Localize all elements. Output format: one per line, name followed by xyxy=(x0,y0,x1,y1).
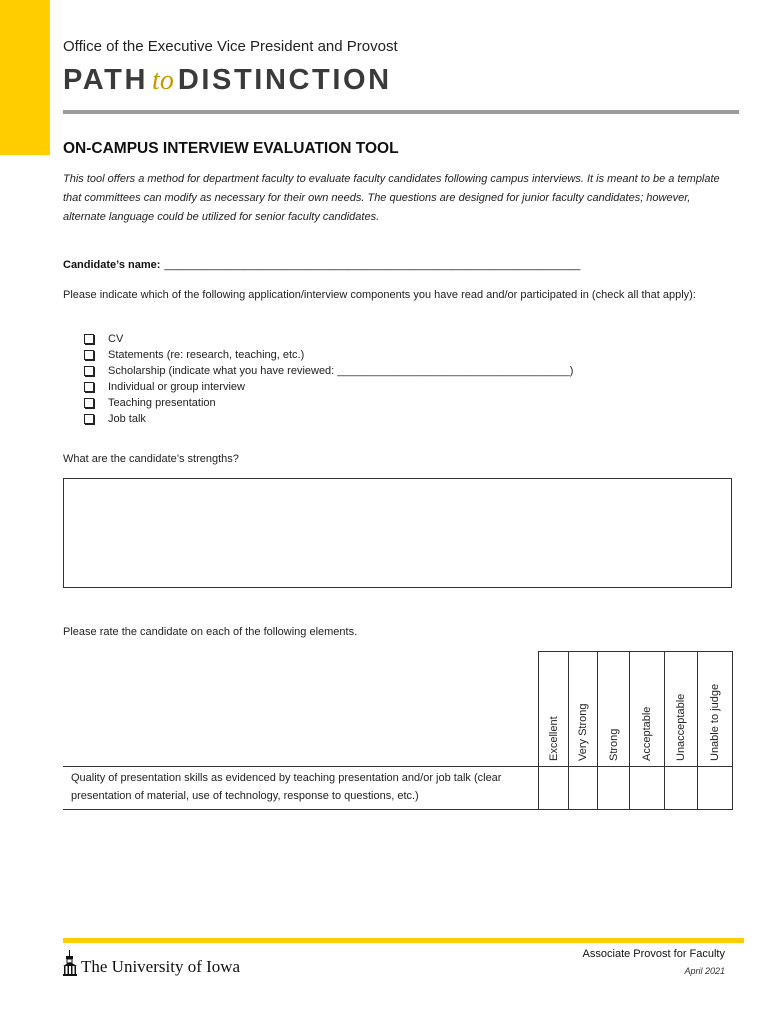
brand-part2: DISTINCTION xyxy=(177,64,392,96)
brand-part1: PATH xyxy=(63,64,149,96)
checkbox[interactable] xyxy=(84,382,94,392)
footer-office xyxy=(520,948,725,976)
column-header-strong xyxy=(597,651,629,766)
checkbox[interactable] xyxy=(84,334,94,344)
row-bottom-border xyxy=(63,809,733,810)
checklist-label: Scholarship (indicate what you have reviewed: ______________________________________) xyxy=(108,365,574,377)
rating-table xyxy=(63,651,733,810)
checklist-item-scholarship[interactable] xyxy=(84,363,573,379)
checklist-label: Teaching presentation xyxy=(108,397,216,409)
rating-cell-unacceptable[interactable] xyxy=(664,766,697,809)
path-to-distinction-logo xyxy=(63,64,392,97)
row-label-presentation-skills: Quality of presentation skills as evidenced by teaching presentation and/or job talk (clear presentation of material, use of technology, response to questions, etc.) xyxy=(71,772,502,802)
rating-cell-strong[interactable] xyxy=(597,766,629,809)
office-name: Office of the Executive Vice President and Provost xyxy=(63,38,398,55)
rate-prompt: Please rate the candidate on each of the following elements. xyxy=(63,626,358,638)
university-logo xyxy=(63,950,240,976)
column-label: Strong xyxy=(607,728,620,761)
gold-accent-bar xyxy=(0,0,50,155)
checklist-item-statements[interactable] xyxy=(84,347,573,363)
checkbox[interactable] xyxy=(84,398,94,408)
column-label: Unacceptable xyxy=(675,693,687,761)
column-label: Unable to judge xyxy=(709,683,721,761)
header-divider xyxy=(63,110,739,114)
candidate-name-label: Candidate’s name: xyxy=(63,259,161,271)
page-title: ON-CAMPUS INTERVIEW EVALUATION TOOL xyxy=(63,140,399,157)
components-prompt: Please indicate which of the following application/interview components you have read and/or participated in (check all that apply): xyxy=(63,289,696,301)
brand-to: to xyxy=(152,65,174,96)
checklist-item-teaching[interactable] xyxy=(84,395,573,411)
column-header-excellent xyxy=(538,651,568,766)
table-right-border xyxy=(732,651,733,809)
checklist-label: Job talk xyxy=(108,413,146,425)
strengths-prompt: What are the candidate’s strengths? xyxy=(63,453,239,465)
column-header-unacceptable xyxy=(664,651,697,766)
checklist-label: CV xyxy=(108,333,124,345)
components-checklist xyxy=(84,331,573,427)
rating-cell-unable-to-judge[interactable] xyxy=(697,766,732,809)
old-capitol-icon xyxy=(63,950,77,976)
footer-date: April 2021 xyxy=(684,966,725,976)
column-header-acceptable xyxy=(629,651,664,766)
checklist-item-cv[interactable] xyxy=(84,331,573,347)
university-name: The University of Iowa xyxy=(81,957,241,976)
candidate-name-blank[interactable]: ____________________________________________________________________ xyxy=(164,259,581,271)
checkbox[interactable] xyxy=(84,414,94,424)
rating-cell-excellent[interactable] xyxy=(538,766,568,809)
rating-cell-very-strong[interactable] xyxy=(568,766,597,809)
column-label: Excellent xyxy=(547,716,560,761)
column-label: Acceptable xyxy=(641,706,653,761)
checkbox[interactable] xyxy=(84,350,94,360)
checklist-item-job-talk[interactable] xyxy=(84,411,573,427)
column-header-unable-to-judge xyxy=(697,651,732,766)
checklist-item-interview[interactable] xyxy=(84,379,573,395)
column-header-very-strong xyxy=(568,651,597,766)
candidate-name-field[interactable] xyxy=(63,259,580,271)
strengths-textarea[interactable] xyxy=(63,478,732,588)
checklist-label: Individual or group interview xyxy=(108,381,245,393)
column-label: Very Strong xyxy=(577,703,589,761)
checklist-label: Statements (re: research, teaching, etc.) xyxy=(108,349,305,361)
footer-office-name: Associate Provost for Faculty xyxy=(582,948,725,960)
checkbox[interactable] xyxy=(84,366,94,376)
footer-divider xyxy=(63,938,744,943)
intro-paragraph: This tool offers a method for department faculty to evaluate faculty candidates following campus interviews. It is meant to be a template that committees can modify as necessary for their own needs. The questions are designed for junior faculty candidates; however, alternate language could be utilized for senior faculty candidates. xyxy=(63,173,720,223)
rating-cell-acceptable[interactable] xyxy=(629,766,664,809)
